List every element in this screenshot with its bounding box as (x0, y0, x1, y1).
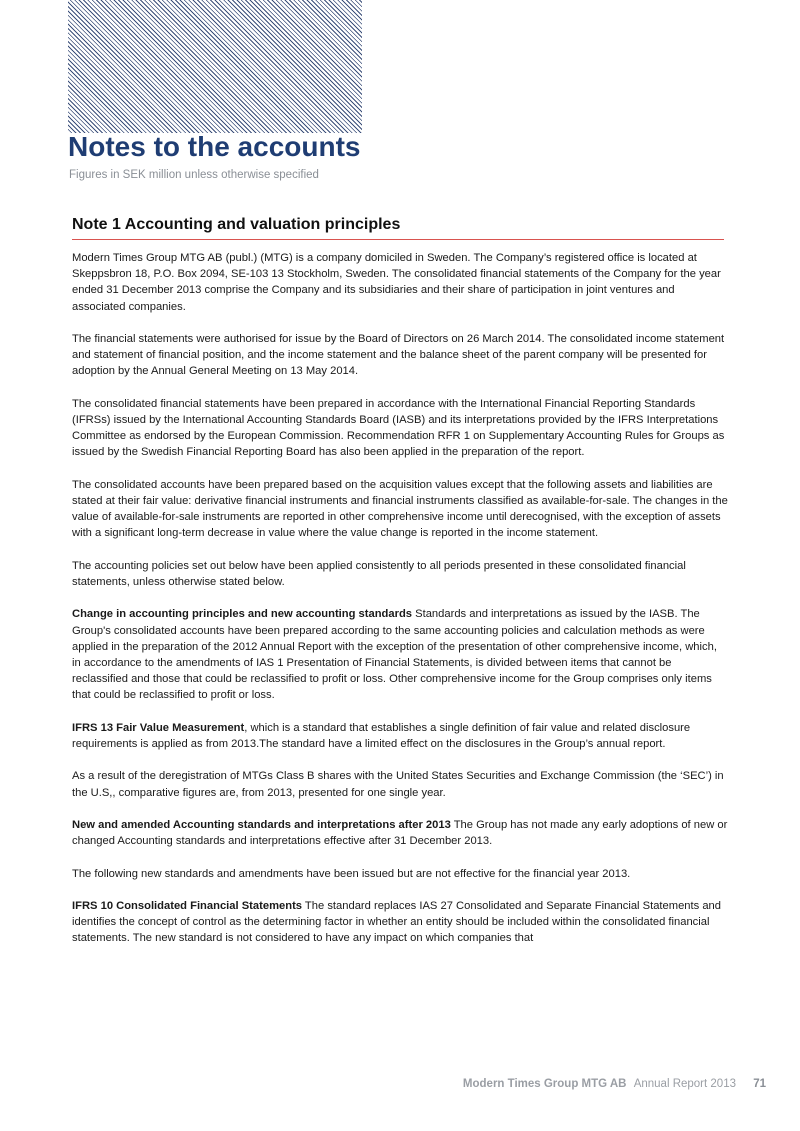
note-title: Accounting and valuation principles (124, 216, 401, 233)
page-subtitle: Figures in SEK million unless otherwise specified (69, 169, 319, 181)
paragraph-not-effective: The following new standards and amendments have been issued but are not effective for the financial year 2013. (72, 867, 631, 880)
paragraph-ifrs10 (72, 898, 728, 947)
paragraph-measurement-basis: The consolidated accounts have been prepared based on the acquisition values except that the following assets and liabilities are stated at their fair value: derivative financial instruments and financial instruments classified as available-for-sale. The changes in the value of available-for-sale instruments are reported in other comprehensive income until derecognised, with the exception of assets with a significant long-term decrease in value where the value change is reported in the income statement. (72, 478, 728, 540)
note-number: Note 1 (72, 216, 121, 233)
page-title: Notes to the accounts (68, 131, 361, 162)
paragraph-text-new-standards: The Group has not made any early adoptions of new or changed Accounting standards and interpretations effective after 31 December 2013. (72, 818, 728, 848)
paragraph-lead-ifrs10: IFRS 10 Consolidated Financial Statements (72, 899, 303, 912)
paragraph-text-ifrs13: , which is a standard that establishes a single definition of fair value and related disclosure requirements is applied as from 2013.The standard have a limited effect on the disclosures in the Group’s annual report. (72, 721, 691, 750)
paragraph-consistency: The accounting policies set out below have been applied consistently to all periods presented in these consolidated financial statements, unless otherwise stated below. (72, 559, 686, 588)
page-number: 71 (753, 1078, 766, 1090)
paragraph-authorisation: The financial statements were authorised for issue by the Board of Directors on 26 March 2014. The consolidated income statement and statement of financial position, and the income statement and the balance sheet of the parent company will be presented for adoption by the Annual General Meeting on 13 May 2014. (72, 333, 725, 378)
footer-report: Annual Report 2013 (633, 1078, 736, 1090)
paragraph-ifrs13 (72, 720, 728, 752)
paragraph-ifrs-compliance: The consolidated financial statements have been prepared in accordance with the International Financial Reporting Standards (IFRSs) issued by the International Accounting Standards Board (IASB) and its interpretations provided by the IFRS Interpretations Committee as endorsed by the European Commission. Recommendation RFR 1 on Supplementary Accounting Rules for Groups as issued by the Swedish Financial Reporting Board has also been applied in the preparation of the report. (72, 397, 725, 459)
note-heading (72, 214, 724, 240)
paragraph-text-change-in-principles: Standards and interpretations as issued by the IASB. The Group's consolidated accounts have been prepared according to the same accounting policies and calculation methods as were applied in the preparation of the 2012 Annual Report with the exception of the presentation of other comprehensive income, which, in accordance to the amendments of IAS 1 Presentation of Financial Statements, is divided between items that cannot be reclassified and those that could be reclassified to profit or loss. Other comprehensive income for the Group comprises only items that could be reclassified to profit or loss. (72, 608, 717, 702)
paragraph-sec-deregistration: As a result of the deregistration of MTGs Class B shares with the United States Securities and Exchange Commission (the ‘SEC’) in the U.S,, comparative figures are, from 2013, presented for one single year. (72, 770, 724, 799)
footer-company: Modern Times Group MTG AB (462, 1078, 627, 1090)
paragraph-company-info: Modern Times Group MTG AB (publ.) (MTG) is a company domiciled in Sweden. The Company’s registered office is located at Skeppsbron 18, P.O. Box 2094, SE-103 13 Stockholm, Sweden. The consolidated financial statements of the Company for the year ended 31 December 2013 comprise the Company and its subsidiaries and their share of participation in joint ventures and associated companies. (72, 252, 721, 313)
paragraph-lead-new-standards: New and amended Accounting standards and interpretations after 2013 (72, 818, 451, 831)
note-body (72, 250, 728, 963)
paragraph-change-in-principles (72, 606, 728, 703)
paragraph-lead-ifrs13: IFRS 13 Fair Value Measurement (72, 721, 245, 734)
paragraph-text-ifrs10: The standard replaces IAS 27 Consolidated and Separate Financial Statements and identifies the concept of control as the determining factor in whether an entity should be included within the consolidated financial statements. The new standard is not considered to have any impact on which companies that (72, 899, 721, 945)
hatched-decoration (68, 0, 362, 133)
paragraph-lead-change-in-principles: Change in accounting principles and new accounting standards (72, 608, 413, 621)
page-footer (463, 1077, 766, 1091)
paragraph-new-standards (72, 817, 728, 849)
